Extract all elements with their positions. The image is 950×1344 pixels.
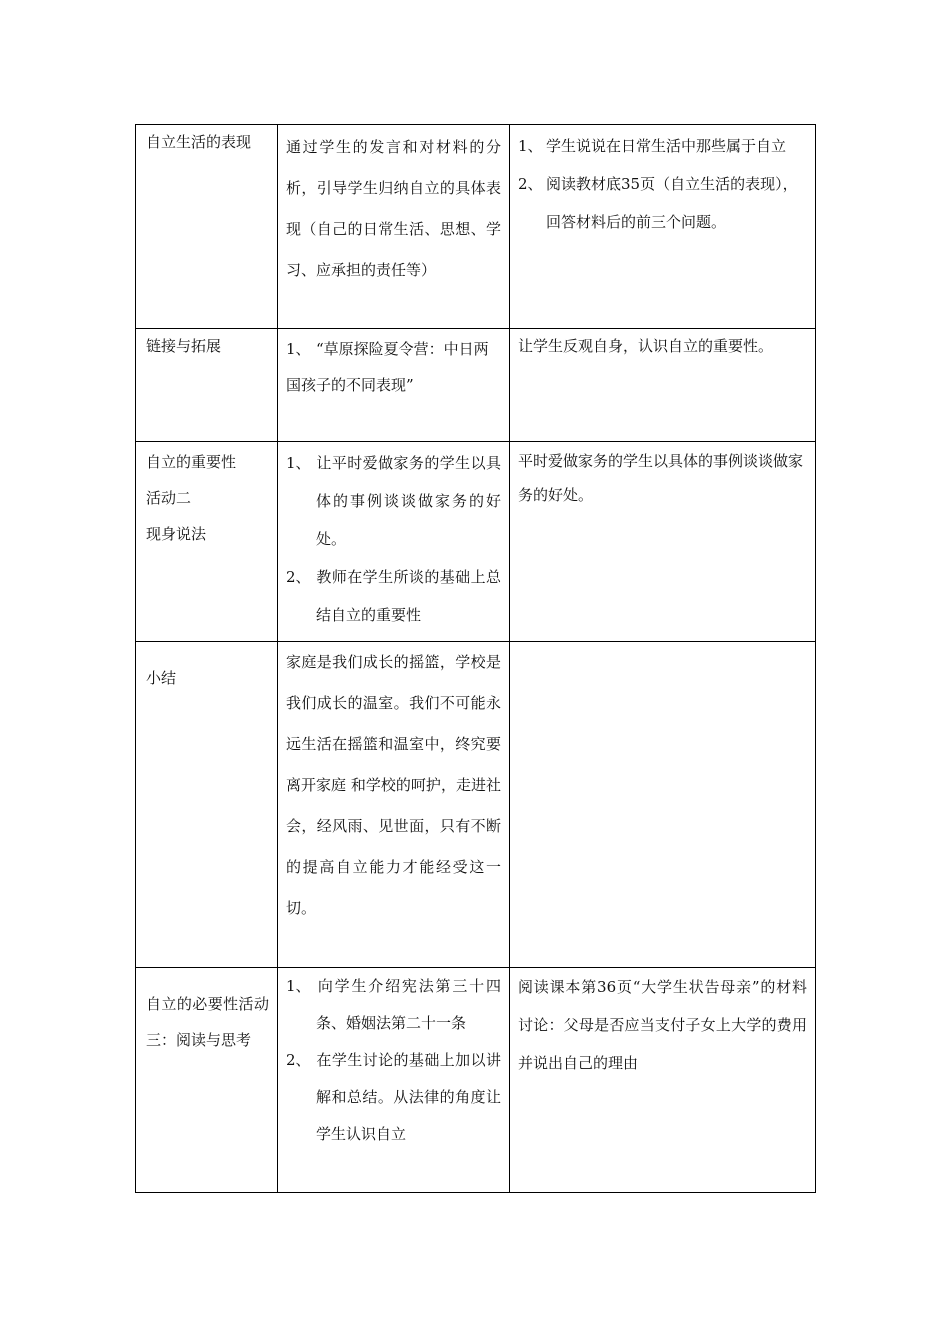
method-item: 2、 在学生讨论的基础上加以讲解和总结。从法律的角度让学生认识自立 bbox=[286, 1051, 501, 1143]
activity-text: 让学生反观自身，认识自立的重要性。 bbox=[518, 337, 774, 355]
topic-text: 自立的重要性 bbox=[146, 453, 237, 471]
method-cell bbox=[278, 329, 510, 442]
method-cell bbox=[278, 968, 510, 1193]
topic-text: 现身说法 bbox=[146, 525, 207, 543]
method-text: 通过学生的发言和对材料的分析，引导学生归纳自立的具体表现（自己的日常生活、思想、学习、应承担的责任等） bbox=[286, 138, 501, 279]
table-row-self-reliant-life bbox=[136, 125, 816, 329]
lesson-plan-table bbox=[135, 124, 816, 1193]
topic-text: 自立的必要性活动三：阅读与思考 bbox=[146, 995, 269, 1049]
method-item: 1、 “草原探险夏令营：中日两国孩子的不同表现” bbox=[286, 340, 489, 394]
activity-item: 2、 阅读教材底35页（自立生活的表现），回答材料后的前三个问题。 bbox=[518, 175, 798, 231]
topic-text: 活动二 bbox=[146, 489, 192, 507]
topic-cell bbox=[136, 442, 278, 642]
method-cell bbox=[278, 442, 510, 642]
topic-text: 小结 bbox=[146, 669, 177, 687]
table-row-link-extend bbox=[136, 329, 816, 442]
method-item: 2、 教师在学生所谈的基础上总结自立的重要性 bbox=[286, 568, 501, 624]
activity-text: 阅读课本第36页“大学生状告母亲”的材料讨论：父母是否应当支付子女上大学的费用并说出自己的理由 bbox=[518, 978, 807, 1072]
table-row-necessity bbox=[136, 968, 816, 1193]
method-cell bbox=[278, 125, 510, 329]
table-row-importance bbox=[136, 442, 816, 642]
method-item: 1、 让平时爱做家务的学生以具体的事例谈谈做家务的好处。 bbox=[286, 454, 501, 548]
activity-cell bbox=[510, 642, 816, 968]
activity-cell bbox=[510, 329, 816, 442]
method-text: 家庭是我们成长的摇篮，学校是我们成长的温室。我们不可能永远生活在摇篮和温室中，终究要离开家庭 和学校的呵护，走进社会，经风雨、见世面，只有不断的提高自立能力才能经受这一切。 bbox=[286, 653, 501, 917]
topic-cell bbox=[136, 125, 278, 329]
activity-text: 平时爱做家务的学生以具体的事例谈谈做家务的好处。 bbox=[518, 452, 804, 504]
topic-text: 链接与拓展 bbox=[146, 337, 222, 355]
topic-text: 自立生活的表现 bbox=[146, 133, 252, 151]
topic-cell bbox=[136, 329, 278, 442]
activity-item: 1、 学生说说在日常生活中那些属于自立 bbox=[518, 137, 787, 155]
method-item: 1、 向学生介绍宪法第三十四条、婚姻法第二十一条 bbox=[286, 977, 501, 1032]
topic-cell bbox=[136, 642, 278, 968]
table-row-summary bbox=[136, 642, 816, 968]
topic-cell bbox=[136, 968, 278, 1193]
activity-cell bbox=[510, 125, 816, 329]
activity-cell bbox=[510, 442, 816, 642]
activity-cell bbox=[510, 968, 816, 1193]
method-cell bbox=[278, 642, 510, 968]
